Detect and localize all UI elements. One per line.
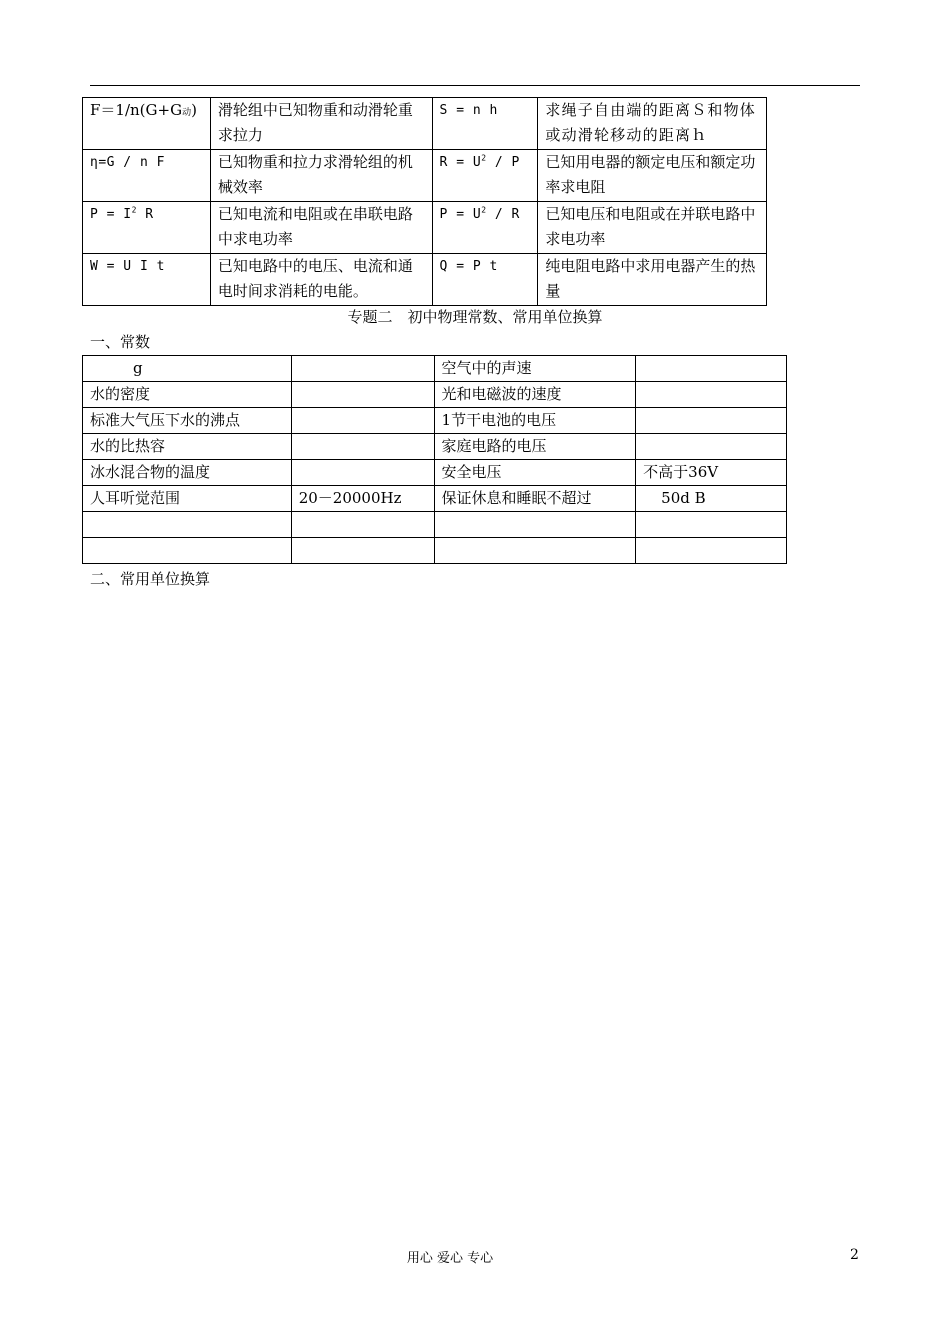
formula-table	[82, 97, 767, 306]
constant-name-cell: 空气中的声速	[434, 356, 636, 382]
formula-cell: $R = U^2 / P$	[432, 150, 538, 202]
constant-name-cell: 人耳听觉范围	[83, 486, 292, 512]
constant-value-cell	[291, 408, 434, 434]
constants-table	[82, 355, 787, 564]
formula-cell: S = n h	[432, 98, 538, 150]
constant-value-cell	[636, 382, 787, 408]
constant-value-cell	[636, 408, 787, 434]
constant-value-cell: 50d B	[636, 486, 787, 512]
table-row	[83, 356, 787, 382]
formula-cell: η=G / n F	[83, 150, 211, 202]
table-row	[83, 538, 787, 564]
constant-value-cell	[291, 512, 434, 538]
constant-name-cell: 1节干电池的电压	[434, 408, 636, 434]
page-number: 2	[850, 1247, 859, 1263]
subsection-heading-constants: 一、常数	[90, 333, 151, 351]
subsection-heading-unit-conversion: 二、常用单位换算	[90, 570, 211, 588]
formula-cell: F＝1/n(G+G动)	[83, 98, 211, 150]
table-row	[83, 408, 787, 434]
table-row	[83, 150, 767, 202]
constant-value-cell	[291, 538, 434, 564]
table-row	[83, 512, 787, 538]
table-row	[83, 98, 767, 150]
formula-cell: $P = I^2$ R	[83, 202, 211, 254]
table-row	[83, 434, 787, 460]
constant-name-cell: 水的密度	[83, 382, 292, 408]
constant-name-cell: 水的比热容	[83, 434, 292, 460]
constant-name-cell	[83, 512, 292, 538]
description-cell: 滑轮组中已知物重和动滑轮重求拉力	[210, 98, 432, 150]
constant-value-cell	[291, 356, 434, 382]
constant-value-cell	[636, 356, 787, 382]
header-rule	[90, 85, 860, 86]
constant-value-cell	[291, 434, 434, 460]
table-row	[83, 486, 787, 512]
constant-value-cell: 不高于36V	[636, 460, 787, 486]
table-row	[83, 460, 787, 486]
table-row	[83, 382, 787, 408]
constant-value-cell	[636, 538, 787, 564]
constant-value-cell	[291, 382, 434, 408]
constant-name-cell	[434, 512, 636, 538]
description-cell: 已知电流和电阻或在串联电路中求电功率	[210, 202, 432, 254]
constant-value-cell	[291, 460, 434, 486]
constant-name-cell	[83, 538, 292, 564]
formula-cell: $P = U^2 / R$	[432, 202, 538, 254]
description-cell: 已知用电器的额定电压和额定功率求电阻	[538, 150, 767, 202]
section-title: 专题二 初中物理常数、常用单位换算	[347, 308, 603, 326]
footer-motto: 用心 爱心 专心	[406, 1251, 494, 1266]
description-cell: 纯电阻电路中求用电器产生的热量	[538, 254, 767, 306]
constant-value-cell: 20－20000Hz	[291, 486, 434, 512]
constant-name-cell: 安全电压	[434, 460, 636, 486]
constant-name-cell: 保证休息和睡眠不超过	[434, 486, 636, 512]
constant-name-cell: 家庭电路的电压	[434, 434, 636, 460]
constant-value-cell	[636, 512, 787, 538]
constant-name-cell: 光和电磁波的速度	[434, 382, 636, 408]
description-cell: 已知电路中的电压、电流和通电时间求消耗的电能。	[210, 254, 432, 306]
constant-name-cell: 冰水混合物的温度	[83, 460, 292, 486]
constant-value-cell	[636, 434, 787, 460]
formula-cell: W = U I t	[83, 254, 211, 306]
description-cell: 已知电压和电阻或在并联电路中求电功率	[538, 202, 767, 254]
constant-name-cell: 标准大气压下水的沸点	[83, 408, 292, 434]
formula-cell: Q = P t	[432, 254, 538, 306]
table-row	[83, 202, 767, 254]
constant-name-cell: g	[83, 356, 292, 382]
constant-name-cell	[434, 538, 636, 564]
description-cell: 已知物重和拉力求滑轮组的机械效率	[210, 150, 432, 202]
description-cell: 求绳子自由端的距离Ｓ和物体或动滑轮移动的距离ｈ	[538, 98, 767, 150]
table-row	[83, 254, 767, 306]
